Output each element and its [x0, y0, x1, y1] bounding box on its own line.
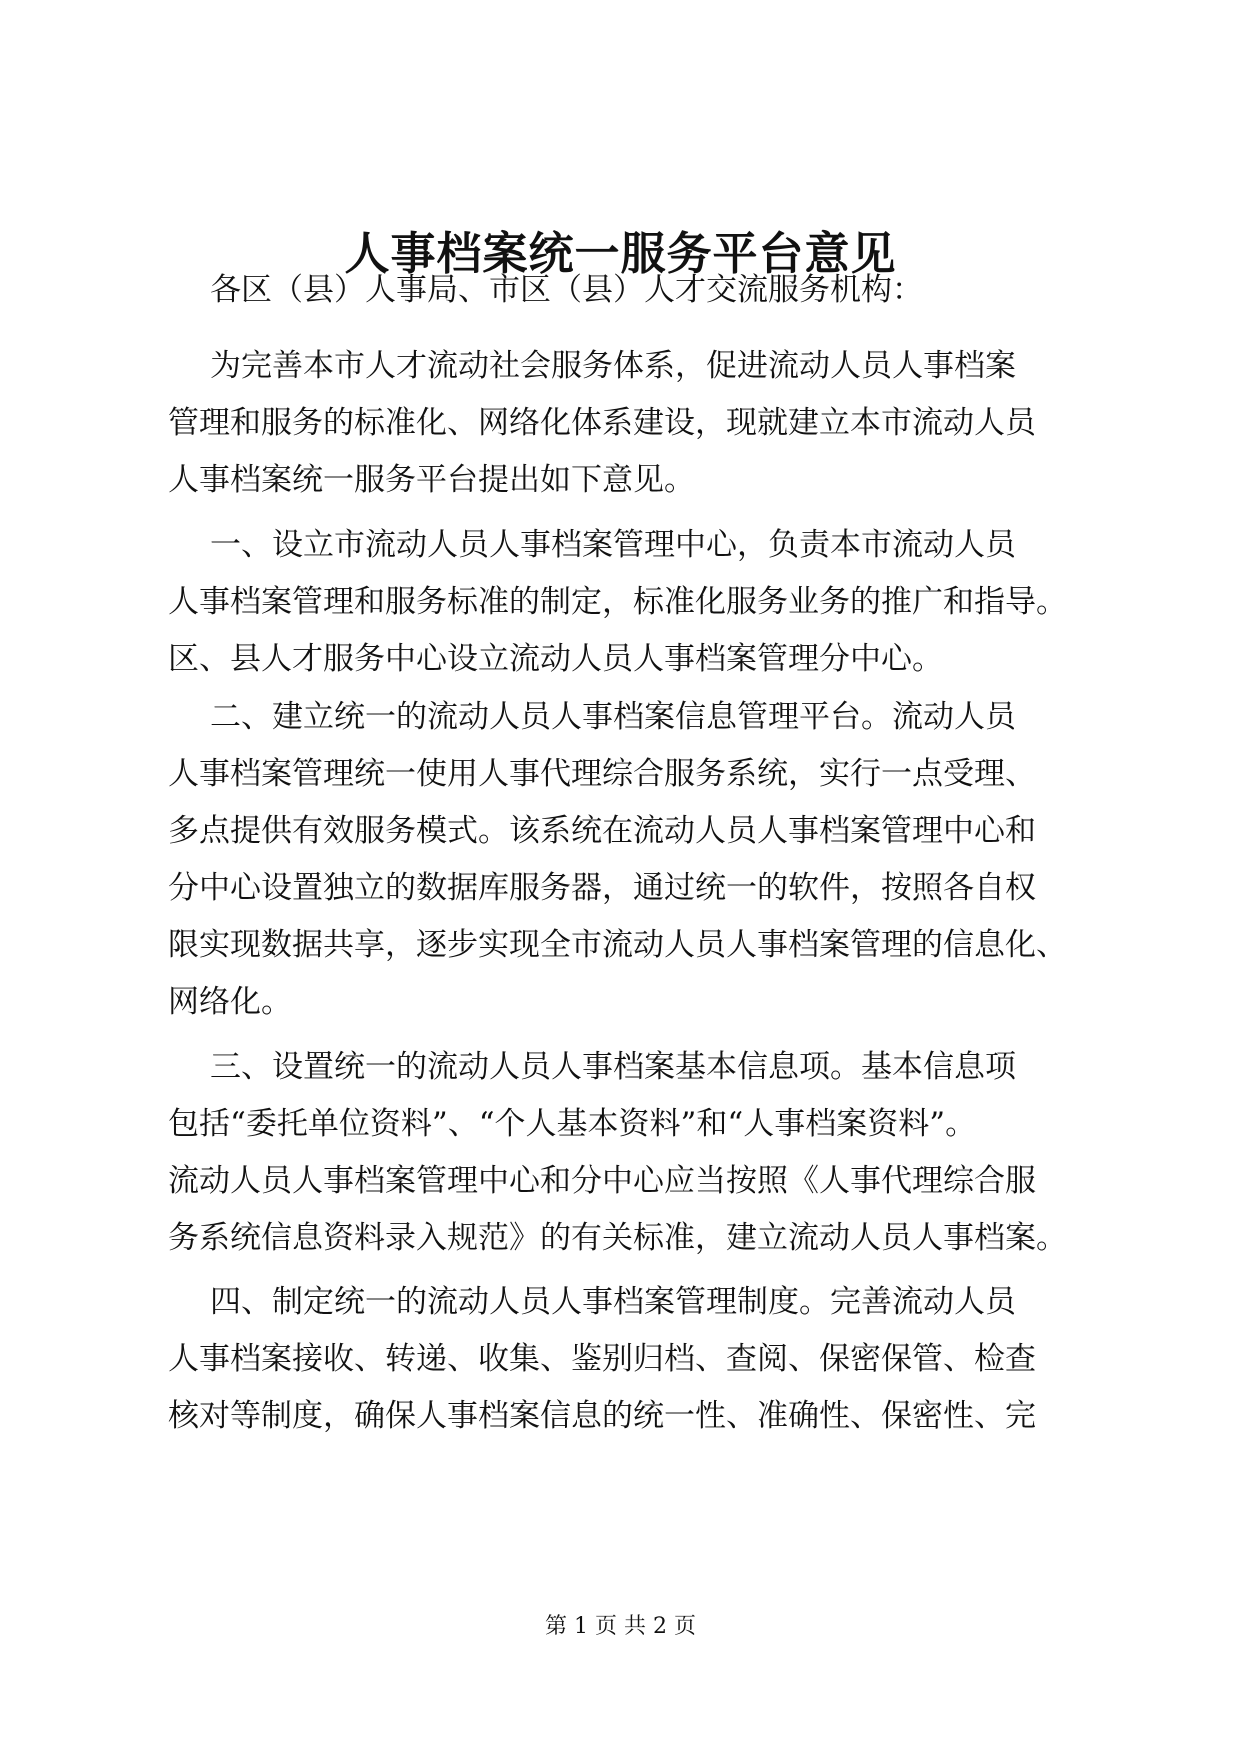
paragraph-line: 限实现数据共享，逐步实现全市流动人员人事档案管理的信息化、 [168, 927, 1067, 963]
paragraph-line: 人事档案统一服务平台提出如下意见。 [168, 462, 695, 498]
page-title: 人事档案统一服务平台意见 [344, 227, 897, 280]
paragraph-line: 多点提供有效服务模式。该系统在流动人员人事档案管理中心和 [168, 813, 1036, 849]
page-footer: 第 1 页 共 2 页 [545, 1614, 696, 1639]
paragraph-line: 二、建立统一的流动人员人事档案信息管理平台。流动人员 [210, 699, 1016, 735]
paragraph-line: 区、县人才服务中心设立流动人员人事档案管理分中心。 [168, 641, 943, 677]
paragraph-line: 管理和服务的标准化、网络化体系建设，现就建立本市流动人员 [168, 405, 1036, 441]
paragraph-line: 一、设立市流动人员人事档案管理中心，负责本市流动人员 [210, 527, 1016, 563]
paragraph-line: 流动人员人事档案管理中心和分中心应当按照《人事代理综合服 [168, 1163, 1036, 1199]
paragraph-line: 三、设置统一的流动人员人事档案基本信息项。基本信息项 [210, 1049, 1016, 1085]
paragraph-line: 四、制定统一的流动人员人事档案管理制度。完善流动人员 [210, 1284, 1016, 1320]
paragraph-line: 人事档案管理和服务标准的制定，标准化服务业务的推广和指导。 [168, 584, 1067, 620]
paragraph-line: 务系统信息资料录入规范》的有关标准，建立流动人员人事档案。 [168, 1220, 1067, 1256]
paragraph-line: 为完善本市人才流动社会服务体系，促进流动人员人事档案 [210, 348, 1016, 384]
salutation-line: 各区（县）人事局、市区（县）人才交流服务机构： [210, 272, 923, 308]
paragraph-line: 包括“委托单位资料”、“个人基本资料”和“人事档案资料”。 [168, 1106, 977, 1142]
paragraph-line: 分中心设置独立的数据库服务器，通过统一的软件，按照各自权 [168, 870, 1036, 906]
paragraph-line: 网络化。 [168, 984, 292, 1020]
paragraph-line: 核对等制度，确保人事档案信息的统一性、准确性、保密性、完 [168, 1398, 1036, 1434]
paragraph-line: 人事档案管理统一使用人事代理综合服务系统，实行一点受理、 [168, 756, 1036, 792]
paragraph-line: 人事档案接收、转递、收集、鉴别归档、查阅、保密保管、检查 [168, 1341, 1036, 1377]
